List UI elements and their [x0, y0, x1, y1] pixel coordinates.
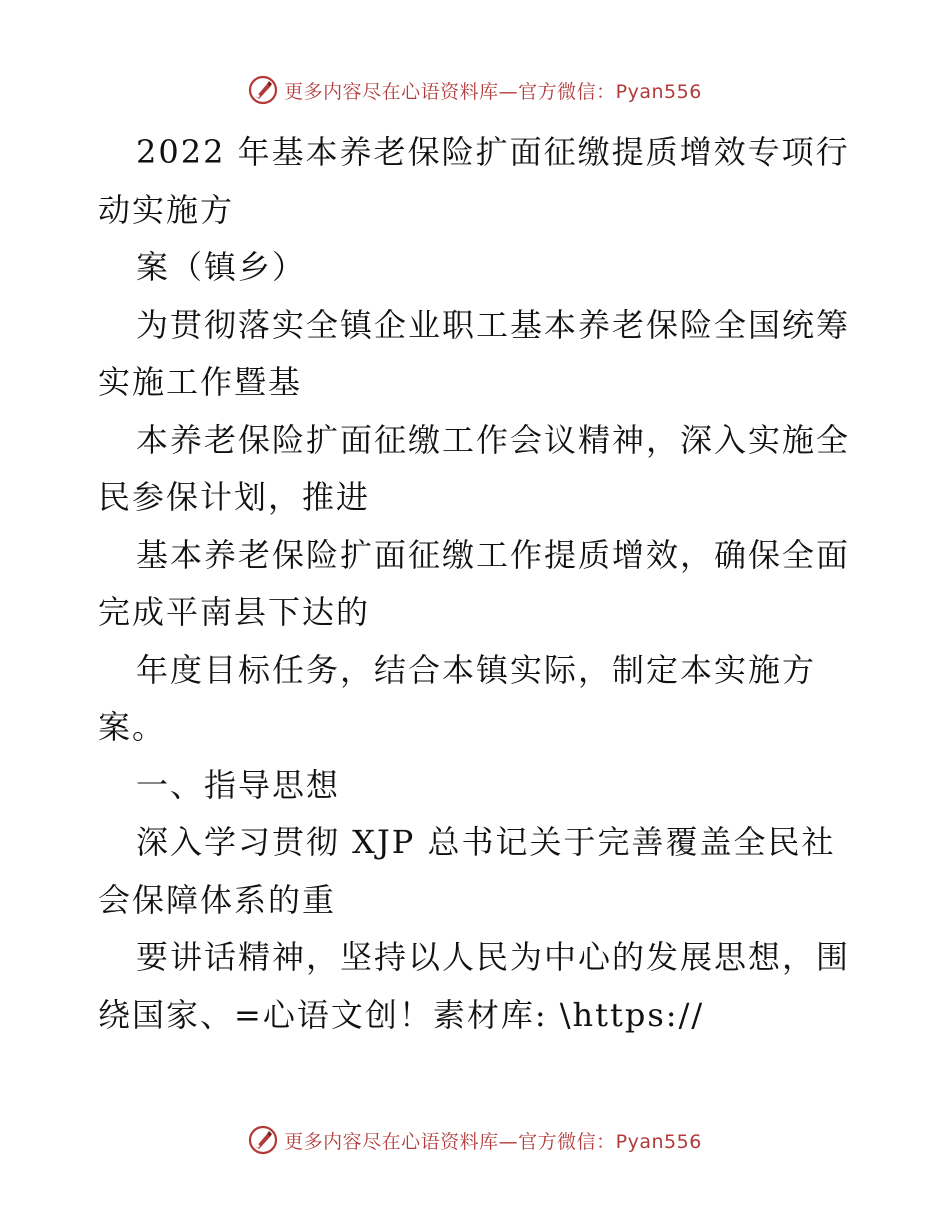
pen-logo-icon [248, 75, 278, 105]
text-line: 会保障体系的重 [98, 880, 337, 919]
text-line: 基本养老保险扩面征缴工作提质增效，确保全面 [136, 535, 851, 574]
text-line: 年度目标任务，结合本镇实际，制定本实施方 [136, 650, 817, 689]
document-body [98, 124, 858, 1044]
banner-text: 更多内容尽在心语资料库—官方微信：Pyan556 [284, 1130, 702, 1153]
text-line: 案（镇乡） [136, 248, 307, 286]
footer-banner [0, 1120, 950, 1160]
text-line: 本养老保险扩面征缴工作会议精神，深入实施全 [136, 420, 851, 459]
text-line: 民参保计划，推进 [98, 478, 371, 516]
text-line: 一、指导思想 [136, 765, 341, 804]
text-line: 实施工作暨基 [98, 363, 303, 401]
header-banner [0, 70, 950, 110]
text-line: 绕国家、=心语文创！素材库: \https:// [98, 995, 705, 1034]
text-line: 为贯彻落实全镇企业职工基本养老保险全国统筹 [136, 305, 851, 344]
text-line: 2022 年基本养老保险扩面征缴提质增效专项行 [136, 133, 850, 171]
text-line: 要讲话精神，坚持以人民为中心的发展思想，围 [136, 938, 851, 976]
text-line: 完成平南县下达的 [98, 593, 371, 631]
pen-logo-icon [248, 1125, 278, 1155]
text-line: 动实施方 [98, 190, 235, 229]
text-line: 深入学习贯彻 XJP 总书记关于完善覆盖全民社 [136, 823, 836, 861]
text-line: 案。 [98, 708, 167, 746]
banner-text: 更多内容尽在心语资料库—官方微信：Pyan556 [284, 80, 702, 103]
